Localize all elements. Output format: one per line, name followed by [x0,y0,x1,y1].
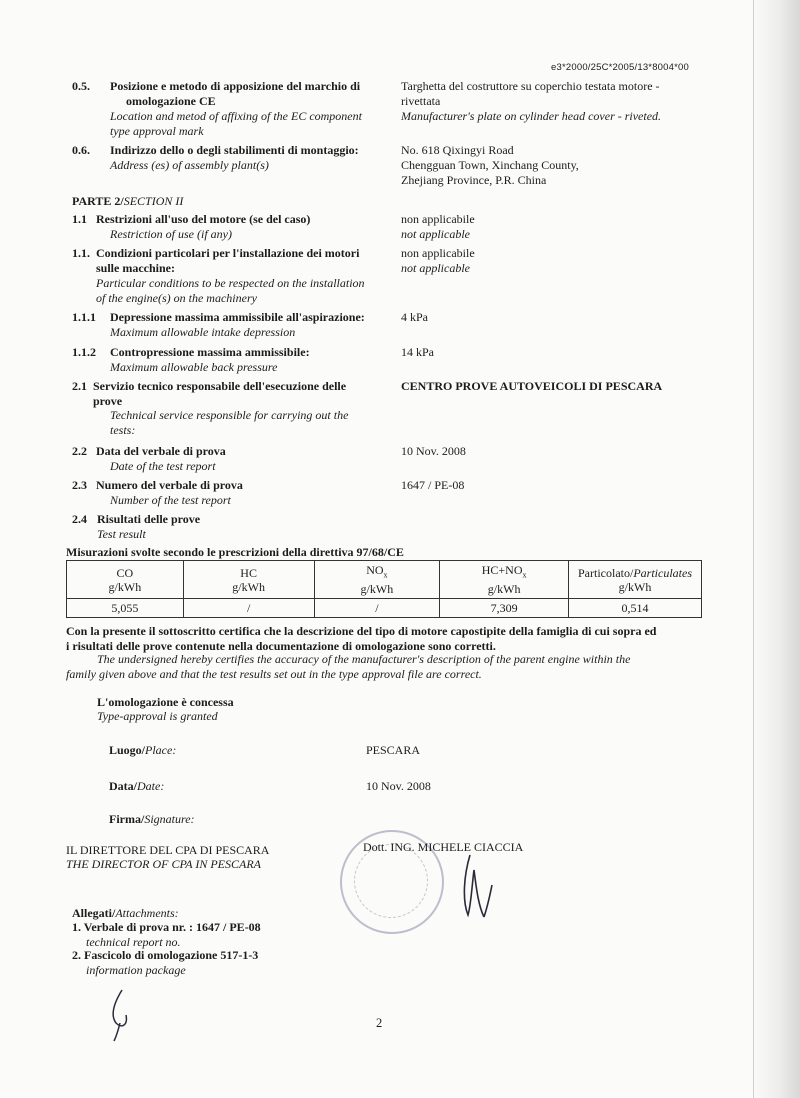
handwritten-initials [100,985,140,1045]
date-label-en: Date: [137,779,165,793]
section-0-5-title-line1: Posizione e metodo di apposizione del marchio di [110,79,361,93]
place-label [109,743,176,758]
section-0-5-translation-line2: type approval mark [110,124,204,138]
section-0-5-value-translation: Manufacturer's plate on cylinder head cover - riveted. [401,109,662,123]
results-header-hc [183,561,314,599]
assembly-address-line1: No. 618 Qixingyi Road [401,143,514,157]
section-1-1-title: Restrizioni all'uso del motore (se del caso) [96,212,311,226]
results-header-particulates-unit: g/kWh [618,579,652,594]
section-1-1b-translation-line2: of the engine(s) on the machinery [96,291,257,305]
section-2-3-number: 2.3 [72,478,87,492]
director-title-en: THE DIRECTOR OF CPA IN PESCARA [66,857,261,871]
signature-label-en: Signature: [144,812,195,826]
section-0-5-value-line1: Targhetta del costruttore su coperchio testata motore - [401,79,660,93]
section-1-1-number: 1.1 [72,212,87,226]
part-2-heading [72,194,183,209]
section-0-6-number: 0.6. [72,143,90,157]
section-2-1-translation-line2: tests: [110,423,136,437]
section-2-2-number: 2.2 [72,444,87,458]
results-value-co: 5,055 [67,599,184,618]
attachment-item-1: 1. Verbale di prova nr. : 1647 / PE-08 [72,920,261,934]
section-2-1-number: 2.1 [72,379,87,393]
place-value: PESCARA [366,743,421,757]
approval-granted-it: L'omologazione è concessa [97,695,234,709]
results-header-co-unit: g/kWh [108,579,142,594]
assembly-address-line3: Zhejiang Province, P.R. China [401,173,547,187]
section-1-1-translation: Restriction of use (if any) [110,227,232,241]
section-1-1-2-number: 1.1.2 [72,345,96,359]
signature-label [109,812,195,827]
results-header-nox-unit: g/kWh [360,582,394,597]
section-1-1-1-title: Depressione massima ammissibile all'aspirazione: [110,310,365,324]
section-1-1-1-number: 1.1.1 [72,310,96,324]
results-value-nox: / [314,599,440,618]
results-value-particulates: 0,514 [569,599,702,618]
date-label-it: Data/ [109,779,137,793]
approval-granted-en: Type-approval is granted [97,709,218,723]
measurements-title: Misurazioni svolte secondo le prescrizioni della direttiva 97/68/CE [66,545,404,559]
certification-en-line1: The undersigned hereby certifies the accuracy of the manufacturer's description of the parent engine within the [97,652,631,666]
section-2-3-title: Numero del verbale di prova [96,478,243,492]
section-0-5-title-line2: omologazione CE [126,94,216,108]
results-header-hc-nox-unit: g/kWh [487,582,521,597]
results-value-hc: / [183,599,314,618]
section-1-1b-title-line1: Condizioni particolari per l'installazione dei motori [96,246,360,260]
section-2-4-title: Risultati delle prove [97,512,201,526]
results-header-nox-base: NO [366,563,384,577]
director-title-it: IL DIRETTORE DEL CPA DI PESCARA [66,843,270,857]
certification-en-line2: family given above and that the test results set out in the type approval file are correct. [66,667,482,681]
section-1-1b-value: non applicabile [401,246,475,260]
section-2-3-translation: Number of the test report [110,493,231,507]
place-label-en: Place: [145,743,177,757]
page-number: 2 [376,1016,383,1030]
attachment-item-2: 2. Fascicolo di omologazione 517-1-3 [72,948,259,962]
test-report-number-value: 1647 / PE-08 [401,478,465,492]
attachment-item-1-translation: technical report no. [86,935,181,949]
results-header-particulates-en: Particulates [633,565,692,580]
certification-it-line1: Con la presente il sottoscritto certifica che la descrizione del tipo di motore capostipite della famiglia di cui sopra ed [66,624,657,638]
results-header-nox [314,561,440,599]
page-edge-shadow [752,0,800,1098]
technical-service-value: CENTRO PROVE AUTOVEICOLI DI PESCARA [401,379,663,393]
section-2-2-translation: Date of the test report [110,459,216,473]
section-1-1b-title-line2: sulle macchine: [96,261,175,275]
section-1-1-2-title: Contropressione massima ammissibile: [110,345,310,359]
results-header-hc-nox-base: HC+NO [481,563,523,577]
part-2-heading-en: SECTION II [123,194,184,208]
results-header-row [67,561,702,599]
section-0-5-number: 0.5. [72,79,90,93]
results-header-particulates [569,561,702,599]
section-2-2-title: Data del verbale di prova [96,444,226,458]
attachments-label-en: Attachments: [115,906,179,920]
section-1-1-value-translation: not applicable [401,227,470,241]
date-label [109,779,164,794]
certification-it-line2: i risultati delle prove contenute nella documentazione di omologazione sono corretti. [66,639,496,653]
attachments-label [72,906,179,921]
date-value: 10 Nov. 2008 [366,779,431,793]
section-0-5-value-line2: rivettata [401,94,441,108]
assembly-address-line2: Chengguan Town, Xinchang County, [401,158,579,172]
results-header-nox-sub: x [383,570,388,580]
results-value-row [67,599,702,618]
section-0-6-translation: Address (es) of assembly plant(s) [110,158,269,172]
signature-label-it: Firma/ [109,812,145,826]
section-1-1b-number: 1.1. [72,246,90,260]
section-1-1-1-translation: Maximum allowable intake depression [110,325,296,339]
section-1-1b-translation-line1: Particular conditions to be respected on the installation [96,276,365,290]
part-2-heading-it: PARTE 2/ [72,194,124,208]
section-2-1-translation-line1: Technical service responsible for carrying out the [110,408,349,422]
section-1-1-2-translation: Maximum allowable back pressure [110,360,278,374]
place-label-it: Luogo/ [109,743,146,757]
back-pressure-value: 14 kPa [401,345,434,359]
results-value-hc-nox: 7,309 [440,599,569,618]
section-2-1-title-line2: prove [93,394,123,408]
section-2-1-title-line1: Servizio tecnico responsabile dell'esecuzione delle [93,379,347,393]
intake-depression-value: 4 kPa [401,310,428,324]
results-header-hc-nox-sub: x [522,570,527,580]
page-edge-line [753,0,754,1098]
attachments-label-it: Allegati/ [72,906,116,920]
section-1-1-value: non applicabile [401,212,475,226]
signatory-name: Dott. ING. MICHELE CIACCIA [363,840,524,854]
results-header-co [67,561,184,599]
approval-number: e3*2000/25C*2005/13*8004*00 [551,62,689,73]
section-2-4-number: 2.4 [72,512,87,526]
results-header-hc-name: HC [240,565,257,580]
results-header-hc-unit: g/kWh [232,579,265,594]
section-0-6-title: Indirizzo dello o degli stabilimenti di montaggio: [110,143,359,157]
section-2-4-translation: Test result [97,527,146,541]
section-0-5-translation-line1: Location and metod of affixing of the EC component [110,109,362,123]
test-results-table [66,560,702,618]
results-header-nox-name [317,563,438,582]
results-header-particulates-name [571,566,699,580]
test-report-date-value: 10 Nov. 2008 [401,444,466,458]
results-header-hc-nox [440,561,569,599]
results-header-particulates-it: Particolato/ [578,565,634,580]
results-header-co-name: CO [116,565,134,580]
results-header-hc-nox-name [442,563,566,582]
director-signature [440,845,510,925]
section-1-1b-value-translation: not applicable [401,261,470,275]
attachment-item-2-translation: information package [86,963,186,977]
